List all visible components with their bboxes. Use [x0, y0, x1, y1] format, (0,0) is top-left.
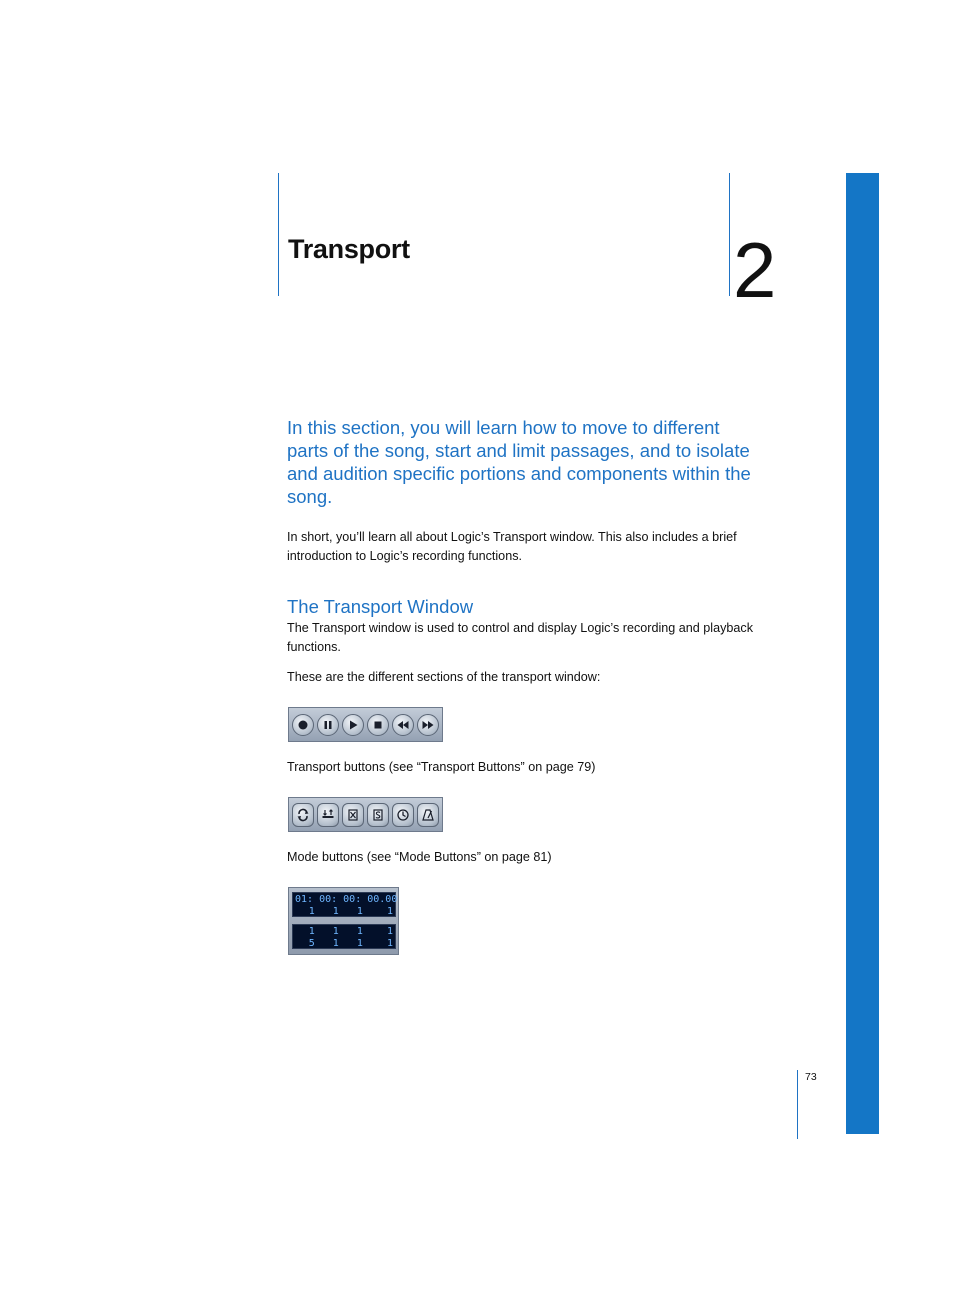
- page-number: 73: [805, 1071, 817, 1083]
- intro-paragraph: In short, you’ll learn all about Logic’s Transport window. This also includes a brief introduction to Logic’s recording functions.: [287, 530, 737, 563]
- cycle-icon: [292, 803, 314, 827]
- right-locator-readout: 5 1 1 1: [308, 938, 393, 949]
- chapter-title: Transport: [288, 234, 410, 264]
- chapter-side-tab: [846, 173, 879, 1134]
- metronome-icon: [417, 803, 439, 827]
- rewind-icon: [392, 714, 414, 736]
- mode-buttons-image: [288, 797, 443, 832]
- bar-position-readout: 1 1 1 1: [308, 906, 393, 917]
- chapter-number: 2: [733, 226, 777, 314]
- solo-icon: [367, 803, 389, 827]
- transport-buttons-caption: Transport buttons (see “Transport Buttons” on page 79): [287, 760, 596, 774]
- transport-buttons-image: [288, 707, 443, 742]
- footer-rule: [797, 1070, 798, 1139]
- fast-forward-icon: [417, 714, 439, 736]
- smpte-bar-display: [292, 892, 396, 917]
- play-icon: [342, 714, 364, 736]
- smpte-readout: 01: 00: 00: 00.00: [295, 894, 398, 905]
- number-left-rule: [729, 173, 730, 296]
- stop-icon: [367, 714, 389, 736]
- section-lead: These are the different sections of the transport window:: [287, 670, 601, 684]
- locator-display: [292, 924, 396, 949]
- record-icon: [292, 714, 314, 736]
- title-left-rule: [278, 173, 279, 296]
- position-display-image: [288, 887, 399, 955]
- replace-icon: [342, 803, 364, 827]
- intro-text: In this section, you will learn how to move to different parts of the song, start and limit passages, and to isolate and audition specific portions and components within the song.: [287, 417, 751, 507]
- section-paragraph: The Transport window is used to control and display Logic’s recording and playback functions.: [287, 621, 753, 654]
- section-heading: The Transport Window: [287, 596, 474, 617]
- pause-icon: [317, 714, 339, 736]
- sync-icon: [392, 803, 414, 827]
- autodrop-icon: [317, 803, 339, 827]
- mode-buttons-caption: Mode buttons (see “Mode Buttons” on page 81): [287, 850, 552, 864]
- left-locator-readout: 1 1 1 1: [308, 926, 393, 937]
